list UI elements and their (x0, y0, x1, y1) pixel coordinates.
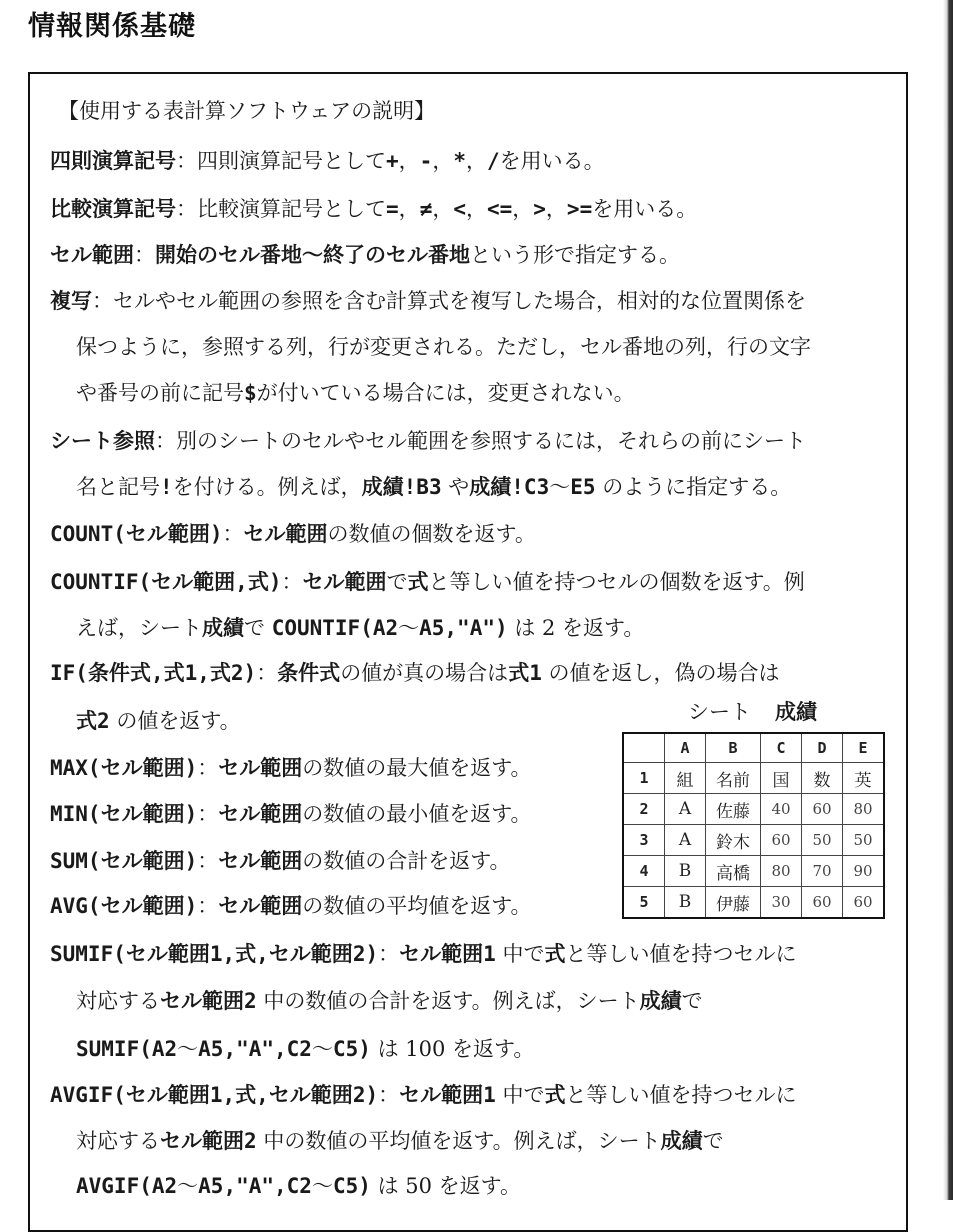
text-segment: ： (197, 849, 219, 873)
sheet-cell: 90 (843, 856, 885, 887)
text-segment: ) (184, 849, 198, 873)
text-line-1 (58, 95, 435, 125)
text-segment: 2) (352, 942, 379, 966)
text-segment: セル範囲 (399, 1083, 484, 1107)
page-title: 情報関係基礎 (28, 11, 196, 42)
sheet-caption (688, 696, 817, 726)
column-header: E (843, 733, 885, 763)
text-segment: 式 (209, 661, 231, 685)
text-segment: 成績 (639, 989, 682, 1013)
text-segment: 成績 (202, 616, 244, 640)
text-segment: 2) (230, 661, 257, 685)
text-segment: SUM( (50, 849, 101, 873)
sheet-cell: 60 (843, 887, 885, 919)
text-segment: 1, (184, 661, 210, 685)
sheet-cell: 40 (761, 794, 802, 825)
column-header: D (802, 733, 843, 763)
sheet-cell: 国 (761, 763, 802, 794)
text-segment: 式 (544, 1083, 566, 1107)
text-segment: 条件式 (87, 661, 151, 685)
text-segment: 【使用する表計算ソフトウェアの説明】 (58, 99, 436, 123)
text-segment: セル範囲 (125, 942, 210, 966)
sheet-cell: 高橋 (706, 856, 761, 887)
text-segment: セル範囲 (100, 894, 185, 918)
text-line-10 (50, 518, 536, 548)
text-segment: 中の数値の合計を返す。例えば，シート (256, 989, 640, 1013)
text-segment: 〜 (177, 1037, 199, 1061)
sheet-cell: 英 (843, 763, 885, 794)
sheet-cell: A (665, 825, 706, 856)
text-segment: , (150, 661, 164, 685)
text-segment: セル範囲 (125, 522, 210, 546)
text-line-9 (76, 471, 791, 501)
text-segment: セル範囲 (399, 942, 484, 966)
text-segment: セル範囲 (100, 849, 185, 873)
row-header: 5 (623, 887, 665, 919)
text-line-19 (50, 938, 796, 968)
text-line-23 (76, 1125, 724, 1155)
text-segment: セル範囲 (160, 1129, 244, 1153)
row-header: 1 (623, 763, 665, 794)
sheet-table (622, 732, 885, 919)
text-line-7 (76, 377, 635, 407)
text-segment: セル範囲 (50, 243, 134, 267)
text-line-14 (76, 705, 241, 735)
text-segment: ： (197, 756, 219, 780)
text-segment: 四則演算記号 (50, 149, 176, 173)
text-segment: >= (566, 197, 593, 221)
text-segment: ：比較演算記号として (176, 197, 386, 221)
text-segment: 1, (209, 1083, 236, 1107)
text-segment: 複写 (50, 289, 92, 313)
page-edge-shadow (943, 0, 953, 1200)
text-segment: ， (432, 149, 454, 173)
text-segment: MIN( (50, 802, 101, 826)
sheet-cell: 60 (802, 887, 843, 919)
text-segment: ! (160, 475, 173, 499)
text-segment: 〜 (311, 1037, 333, 1061)
text-line-20 (76, 985, 703, 1015)
column-header: B (706, 733, 761, 763)
row-header: 3 (623, 825, 665, 856)
text-segment: 1 (529, 661, 542, 685)
text-segment: AVGIF( (50, 1083, 126, 1107)
sheet-row (623, 856, 884, 887)
sheet-caption-prefix: シート (688, 700, 751, 724)
text-segment: や (441, 475, 470, 499)
sheet-cell: 鈴木 (706, 825, 761, 856)
text-segment: で (702, 1129, 724, 1153)
text-segment: , (256, 942, 269, 966)
sheet-cell: 佐藤 (706, 794, 761, 825)
sheet-cell: 組 (665, 763, 706, 794)
sheet-row (623, 887, 884, 919)
text-segment: 対応する (76, 989, 160, 1013)
text-segment: ) (184, 802, 198, 826)
text-segment: A5,"A",C2 (198, 1174, 312, 1198)
sheet-cell: 数 (802, 763, 843, 794)
text-segment: 中の数値の平均値を返す。例えば，シート (256, 1129, 661, 1153)
sheet-cell: 80 (761, 856, 802, 887)
text-segment: や番号の前に記号 (76, 381, 244, 405)
text-segment: 式 (544, 942, 566, 966)
text-segment: という形で指定する。 (470, 243, 680, 267)
text-segment: の数値の個数を返す。 (327, 522, 536, 546)
text-segment: と等しい値を持つセルに (565, 942, 797, 966)
text-segment: MAX( (50, 756, 101, 780)
text-segment: , (256, 1083, 269, 1107)
text-segment: で (681, 989, 703, 1013)
text-segment: セル範囲 (100, 756, 185, 780)
text-segment: ：別のシートのセルやセル範囲を参照するには，それらの前にシート (155, 429, 806, 453)
text-segment: ， (398, 149, 420, 173)
text-segment: 比較演算記号 (50, 197, 176, 221)
sheet-cell: 伊藤 (706, 887, 761, 919)
text-segment: の数値の最大値を返す。 (302, 756, 532, 780)
text-segment: SUMIF( (50, 942, 126, 966)
text-segment: , (235, 570, 248, 594)
text-segment: シート参照 (50, 429, 155, 453)
text-segment: IF( (50, 661, 88, 685)
text-segment: の値が真の場合は (340, 661, 509, 685)
text-segment: E5 (570, 475, 596, 499)
text-segment: 中で (495, 1083, 545, 1107)
text-segment: 名と記号 (76, 475, 160, 499)
text-segment: の値を返し，偽の場合は (541, 661, 780, 685)
text-line-12 (76, 612, 644, 642)
text-segment: ) (209, 522, 223, 546)
text-line-15 (50, 752, 532, 782)
text-segment: 条件式 (277, 661, 341, 685)
text-segment: ) (184, 894, 198, 918)
text-segment: の数値の最小値を返す。 (302, 802, 532, 826)
text-segment: 1 (483, 942, 496, 966)
text-segment: 対応する (76, 1129, 160, 1153)
sheet-header-row (623, 733, 884, 763)
text-line-3 (50, 193, 697, 223)
text-segment: ：四則演算記号として (176, 149, 386, 173)
text-segment: えば，シート (76, 616, 202, 640)
text-segment: C5) (332, 1037, 371, 1061)
text-segment: は 50 を返す。 (370, 1174, 521, 1198)
text-segment: ： (222, 522, 244, 546)
text-segment: > (533, 197, 546, 221)
text-segment: 2 (244, 989, 257, 1013)
text-segment: A5,"A") (419, 616, 508, 640)
text-segment: ： (378, 1083, 400, 1107)
text-segment: - (419, 149, 433, 173)
text-segment: の数値の合計を返す。 (302, 849, 511, 873)
text-segment: SUMIF(A2 (76, 1037, 178, 1061)
text-segment: ， (465, 197, 487, 221)
text-segment: ： (378, 942, 400, 966)
text-segment: セル範囲 (125, 1083, 210, 1107)
text-segment: 式 (235, 1083, 257, 1107)
text-line-4 (50, 239, 680, 269)
text-segment: は 100 を返す。 (370, 1037, 535, 1061)
row-header: 2 (623, 794, 665, 825)
sheet-corner-cell (623, 733, 665, 763)
text-line-2 (50, 145, 605, 175)
text-segment: 中で (495, 942, 545, 966)
text-segment: ： (197, 894, 219, 918)
text-line-16 (50, 798, 532, 828)
text-segment: COUNTIF( (50, 570, 152, 594)
sheet-cell: 70 (802, 856, 843, 887)
text-segment: 2 (244, 1129, 257, 1153)
text-segment: は 2 を返す。 (507, 616, 645, 640)
sheet-row (623, 763, 884, 794)
sheet-cell: 50 (802, 825, 843, 856)
text-segment: が付いている場合には，変更されない。 (256, 381, 635, 405)
text-segment: 〜 (177, 1174, 199, 1198)
sheet-cell: B (665, 856, 706, 887)
text-segment: で (386, 570, 408, 594)
sheet-caption-name: 成績 (775, 700, 817, 724)
text-segment: 2 (97, 709, 110, 733)
text-segment: を用いる。 (592, 197, 698, 221)
text-segment: と等しい値を持つセルの個数を返す。例 (428, 570, 805, 594)
text-segment: 式 (407, 570, 429, 594)
text-segment: ， (398, 197, 420, 221)
text-segment: 成績 (469, 475, 512, 499)
text-line-13 (50, 657, 780, 687)
text-segment: ： (281, 570, 303, 594)
text-segment: と等しい値を持つセルに (565, 1083, 797, 1107)
text-segment: 式 (76, 709, 97, 733)
text-segment: A5,"A",C2 (198, 1037, 312, 1061)
text-segment: 式 (247, 570, 269, 594)
text-segment: ：セルやセル範囲の参照を含む計算式を複写した場合，相対的な位置関係を (92, 289, 806, 313)
text-segment: C5) (332, 1174, 371, 1198)
text-segment: セル範囲 (218, 756, 303, 780)
text-segment: ， (545, 197, 567, 221)
sheet-row (623, 825, 884, 856)
text-line-24 (76, 1170, 521, 1200)
text-segment: !C3 (511, 475, 550, 499)
text-segment: セル範囲 (218, 802, 303, 826)
text-segment: $ (244, 381, 257, 405)
text-line-18 (50, 890, 532, 920)
text-segment: < (453, 197, 466, 221)
text-segment: の値を返す。 (109, 709, 241, 733)
text-segment: ≠ (419, 197, 433, 221)
text-segment: セル範囲 (151, 570, 236, 594)
text-line-21 (76, 1033, 534, 1063)
text-segment: COUNTIF(A2 (271, 616, 399, 640)
sheet-cell: B (665, 887, 706, 919)
column-header: A (665, 733, 706, 763)
text-segment: ， (512, 197, 534, 221)
text-segment: 保つように，参照する列，行が変更される。ただし，セル番地の列，行の文字 (76, 335, 811, 359)
text-segment: ： (134, 243, 155, 267)
text-line-8 (50, 425, 806, 455)
text-segment: セル範囲 (268, 942, 353, 966)
text-segment: セル範囲 (302, 570, 387, 594)
text-segment: ， (432, 197, 454, 221)
text-segment: 〜 (311, 1174, 333, 1198)
sheet-cell: 80 (843, 794, 885, 825)
text-segment: の数値の平均値を返す。 (302, 894, 532, 918)
text-segment: ： (256, 661, 278, 685)
text-segment: AVGIF(A2 (76, 1174, 178, 1198)
text-segment: で (244, 616, 272, 640)
text-segment: 成績 (660, 1129, 703, 1153)
text-segment: AVG( (50, 894, 101, 918)
text-segment: ， (465, 149, 487, 173)
text-segment: ： (197, 802, 219, 826)
text-segment: ) (268, 570, 282, 594)
text-segment: 式 (235, 942, 257, 966)
text-line-17 (50, 845, 511, 875)
text-segment: = (386, 197, 399, 221)
text-segment: 1, (209, 942, 236, 966)
text-segment: 〜 (398, 616, 420, 640)
sheet-cell: A (665, 794, 706, 825)
text-segment: <= (486, 197, 513, 221)
sheet-cell: 60 (761, 825, 802, 856)
text-segment: を付ける。例えば， (172, 475, 362, 499)
text-segment: * (453, 149, 466, 173)
text-segment: 開始のセル番地〜終了のセル番地 (155, 243, 470, 267)
text-line-5 (50, 285, 806, 315)
text-segment: セル範囲 (268, 1083, 353, 1107)
text-line-6 (76, 331, 811, 361)
column-header: C (761, 733, 802, 763)
text-segment: ) (184, 756, 198, 780)
text-segment: のように指定する。 (595, 475, 792, 499)
text-line-11 (50, 566, 805, 596)
text-segment: を用いる。 (499, 149, 605, 173)
sheet-cell: 50 (843, 825, 885, 856)
text-segment: セル範囲 (243, 522, 328, 546)
text-segment: セル範囲 (218, 849, 303, 873)
text-segment: / (486, 149, 500, 173)
text-segment: セル範囲 (100, 802, 185, 826)
text-segment: セル範囲 (218, 894, 303, 918)
text-line-22 (50, 1079, 796, 1109)
text-segment: 1 (483, 1083, 496, 1107)
text-segment: 〜 (549, 475, 571, 499)
text-segment: 式 (163, 661, 185, 685)
row-header: 4 (623, 856, 665, 887)
sheet-cell: 30 (761, 887, 802, 919)
text-segment: + (386, 149, 399, 173)
text-segment: 成績 (361, 475, 404, 499)
text-segment: 2) (352, 1083, 379, 1107)
text-segment: 式 (508, 661, 530, 685)
sheet-row (623, 794, 884, 825)
text-segment: !B3 (403, 475, 442, 499)
sheet-cell: 名前 (706, 763, 761, 794)
sheet-cell: 60 (802, 794, 843, 825)
text-segment: セル範囲 (160, 989, 244, 1013)
text-segment: COUNT( (50, 522, 126, 546)
